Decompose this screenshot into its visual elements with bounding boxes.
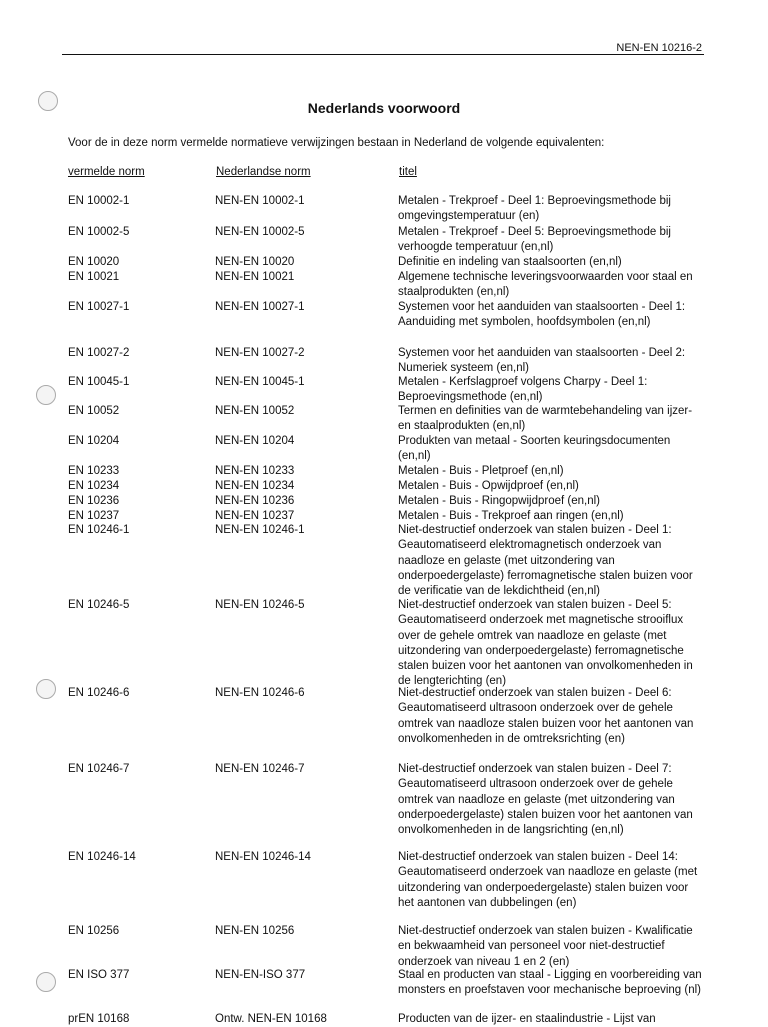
norm-cell: EN 10027-1 <box>68 301 130 313</box>
norm-cell: EN 10246-5 <box>68 599 130 611</box>
intro-text: Voor de in deze norm vermelde normatieve verwijzingen bestaan in Nederland de volgende equivalenten: <box>68 137 605 149</box>
norm-cell: EN 10246-6 <box>68 687 130 699</box>
column-header-norm: vermelde norm <box>68 166 145 178</box>
norm-cell: EN 10246-1 <box>68 524 130 536</box>
nen-cell: NEN-EN 10246-14 <box>215 851 311 863</box>
title-cell: Systemen voor het aanduiden van staalsoorten - Deel 2: Numeriek systeem (en,nl) <box>398 347 686 375</box>
nen-cell: NEN-EN 10027-2 <box>215 347 305 359</box>
nen-cell: NEN-EN 10002-1 <box>215 195 305 207</box>
norm-cell: EN 10246-14 <box>68 851 136 863</box>
title-cell: Niet-destructief onderzoek van stalen buizen - Deel 1: Geautomatiseerd elektromagnetisch onderzoek van naadloze en gelaste (met uitzondering van onderpoedergelaste) ferromagnetische stalen buizen voor de verificatie van de lekdichtheid (en,nl) <box>398 524 693 598</box>
title-cell: Produkten van metaal - Soorten keuringsdocumenten (en,nl) <box>398 435 671 463</box>
nen-cell: NEN-EN 10020 <box>215 256 295 268</box>
title-cell: Niet-destructief onderzoek van stalen buizen - Deel 7: Geautomatiseerd ultrasoon onderzoek over de gehele omtrek van naadloze en gelaste (met uitzondering van onderpoedergelaste) stalen buizen voor het aantonen van onvolkomenheden in de langsrichting (en,nl) <box>398 763 693 837</box>
column-header-title: titel <box>399 166 417 178</box>
nen-cell: NEN-EN 10246-6 <box>215 687 305 699</box>
norm-cell: prEN 10168 <box>68 1013 130 1025</box>
nen-cell: NEN-EN 10002-5 <box>215 226 305 238</box>
nen-cell: NEN-EN 10246-5 <box>215 599 305 611</box>
title-cell: Metalen - Buis - Trekproef aan ringen (en,nl) <box>398 510 624 522</box>
nen-cell: NEN-EN 10052 <box>215 405 295 417</box>
nen-cell: NEN-EN 10236 <box>215 495 295 507</box>
norm-cell: EN 10236 <box>68 495 120 507</box>
page-title: Nederlands voorwoord <box>307 100 461 116</box>
nen-cell: NEN-EN 10045-1 <box>215 376 305 388</box>
title-cell: Metalen - Buis - Opwijdproef (en,nl) <box>398 480 579 492</box>
norm-cell: EN 10256 <box>68 925 120 937</box>
norm-cell: EN 10002-5 <box>68 226 130 238</box>
nen-cell: NEN-EN 10256 <box>215 925 295 937</box>
title-cell: Niet-destructief onderzoek van stalen buizen - Deel 6: Geautomatiseerd ultrasoon onderzoek over de gehele omtrek van naadloze stalen buizen voor het aantonen van onvolkomenheden in de omtreksrichting (en) <box>398 687 694 745</box>
norm-cell: EN 10021 <box>68 271 120 283</box>
nen-cell: NEN-EN 10233 <box>215 465 295 477</box>
nen-cell: NEN-EN-ISO 377 <box>215 969 306 981</box>
norm-cell: EN 10246-7 <box>68 763 130 775</box>
title-cell: Niet-destructief onderzoek van stalen buizen - Kwalificatie en bekwaamheid van personeel voor niet-destructief onderzoek van niveau 1 en 2 (en) <box>398 925 693 968</box>
norm-cell: EN 10204 <box>68 435 120 447</box>
nen-cell: NEN-EN 10246-1 <box>215 524 305 536</box>
punch-hole-icon <box>36 679 56 699</box>
title-cell: Niet-destructief onderzoek van stalen buizen - Deel 14: Geautomatiseerd onderzoek van naadloze en gelaste (met uitzondering van onderpoedergelaste) stalen buizen voor het aantonen van dubbelingen (en) <box>398 851 698 909</box>
nen-cell: NEN-EN 10246-7 <box>215 763 305 775</box>
title-cell: Systemen voor het aanduiden van staalsoorten - Deel 1: Aanduiding met symbolen, hoofdsymbolen (en,nl) <box>398 301 686 329</box>
nen-cell: NEN-EN 10204 <box>215 435 295 447</box>
punch-hole-icon <box>36 385 56 405</box>
title-cell: Algemene technische leveringsvoorwaarden voor staal en staalprodukten (en,nl) <box>398 271 693 299</box>
nen-cell: NEN-EN 10237 <box>215 510 295 522</box>
norm-cell: EN 10234 <box>68 480 120 492</box>
title-cell: Metalen - Buis - Pletproef (en,nl) <box>398 465 564 477</box>
norm-cell: EN 10233 <box>68 465 120 477</box>
title-cell: Producten van de ijzer- en staalindustrie - Lijst van <box>398 1013 656 1025</box>
header-rule <box>62 54 704 55</box>
norm-cell: EN 10045-1 <box>68 376 130 388</box>
title-cell: Definitie en indeling van staalsoorten (en,nl) <box>398 256 622 268</box>
title-cell: Metalen - Buis - Ringopwijdproef (en,nl) <box>398 495 600 507</box>
norm-cell: EN 10052 <box>68 405 120 417</box>
nen-cell: Ontw. NEN-EN 10168 <box>215 1013 327 1025</box>
title-cell: Metalen - Trekproef - Deel 5: Beproevingsmethode bij verhoogde temperatuur (en,nl) <box>398 226 671 254</box>
nen-cell: NEN-EN 10027-1 <box>215 301 305 313</box>
title-cell: Niet-destructief onderzoek van stalen buizen - Deel 5: Geautomatiseerd onderzoek met magnetische strooiflux over de gehele omtrek van naadloze en gelaste (met uitzondering van onderpoedergelaste) ferromagnetische stalen buizen voor het aantonen van onvolkomenheden in de lengterichting (en) <box>398 599 693 688</box>
title-cell: Termen en definities van de warmtebehandeling van ijzer- en staalprodukten (en,nl) <box>398 405 693 433</box>
title-cell: Metalen - Kerfslagproef volgens Charpy - Deel 1: Beproevingsmethode (en,nl) <box>398 376 648 404</box>
column-header-nen: Nederlandse norm <box>216 166 311 178</box>
nen-cell: NEN-EN 10234 <box>215 480 295 492</box>
norm-cell: EN 10020 <box>68 256 120 268</box>
norm-cell: EN 10027-2 <box>68 347 130 359</box>
title-cell: Staal en producten van staal - Ligging en voorbereiding van monsters en proefstaven voor mechanische beproeving (nl) <box>398 969 702 997</box>
nen-cell: NEN-EN 10021 <box>215 271 295 283</box>
title-cell: Metalen - Trekproef - Deel 1: Beproevingsmethode bij omgevingstemperatuur (en) <box>398 195 671 223</box>
norm-cell: EN ISO 377 <box>68 969 130 981</box>
norm-cell: EN 10002-1 <box>68 195 130 207</box>
norm-cell: EN 10237 <box>68 510 120 522</box>
document-code: NEN-EN 10216-2 <box>616 42 702 54</box>
punch-hole-icon <box>36 972 56 992</box>
